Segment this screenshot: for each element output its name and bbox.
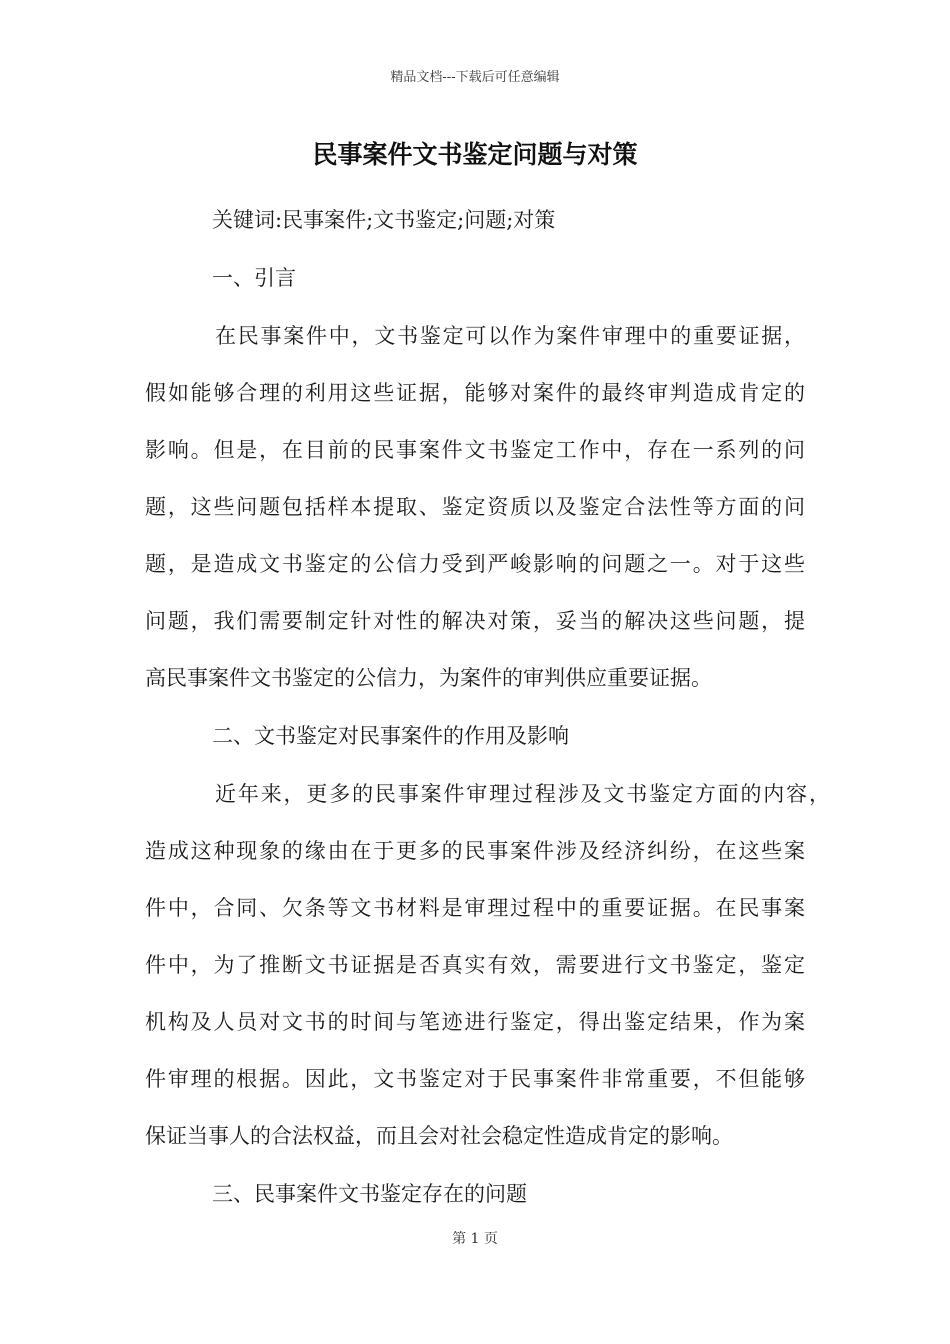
page-number: 第 1 页: [452, 1231, 498, 1247]
paragraph-line: 假如能够合理的利用这些证据，能够对案件的最终审判造成肯定的: [145, 381, 805, 405]
section-heading-1: 一、引言: [212, 266, 296, 290]
paragraph-line: 保证当事人的合法权益，而且会对社会稳定性造成肯定的影响。: [145, 1124, 733, 1148]
section-heading-3: 三、民事案件文书鉴定存在的问题: [212, 1182, 527, 1206]
paragraph-line: 在民事案件中，文书鉴定可以作为案件审理中的重要证据，: [215, 324, 805, 348]
paragraph-line: 影响。但是，在目前的民事案件文书鉴定工作中，存在一系列的问: [145, 438, 805, 462]
keywords: 关键词:民事案件;文书鉴定;问题;对策: [212, 208, 556, 232]
paragraph-line: 问题，我们需要制定针对性的解决对策，妥当的解决这些问题，提: [145, 609, 805, 633]
section-heading-2: 二、文书鉴定对民事案件的作用及影响: [212, 724, 569, 748]
paragraph-line: 件中，为了推断文书证据是否真实有效，需要进行文书鉴定，鉴定: [145, 953, 805, 977]
paragraph-line: 近年来，更多的民事案件审理过程涉及文书鉴定方面的内容，: [215, 782, 830, 806]
paragraph-line: 造成这种现象的缘由在于更多的民事案件涉及经济纠纷，在这些案: [145, 839, 805, 863]
paragraph-line: 机构及人员对文书的时间与笔迹进行鉴定，得出鉴定结果，作为案: [145, 1010, 805, 1034]
paragraph-line: 题，这些问题包括样本提取、鉴定资质以及鉴定合法性等方面的问: [145, 495, 805, 519]
paragraph-line: 件审理的根据。因此，文书鉴定对于民事案件非常重要，不但能够: [145, 1067, 805, 1091]
page-header: 精品文档---下载后可任意编辑: [390, 70, 560, 85]
document-title: 民事案件文书鉴定问题与对策: [312, 140, 638, 169]
paragraph-line: 高民事案件文书鉴定的公信力，为案件的审判供应重要证据。: [145, 666, 712, 690]
paragraph-line: 题，是造成文书鉴定的公信力受到严峻影响的问题之一。对于这些: [145, 552, 805, 576]
paragraph-line: 件中，合同、欠条等文书材料是审理过程中的重要证据。在民事案: [145, 896, 805, 920]
